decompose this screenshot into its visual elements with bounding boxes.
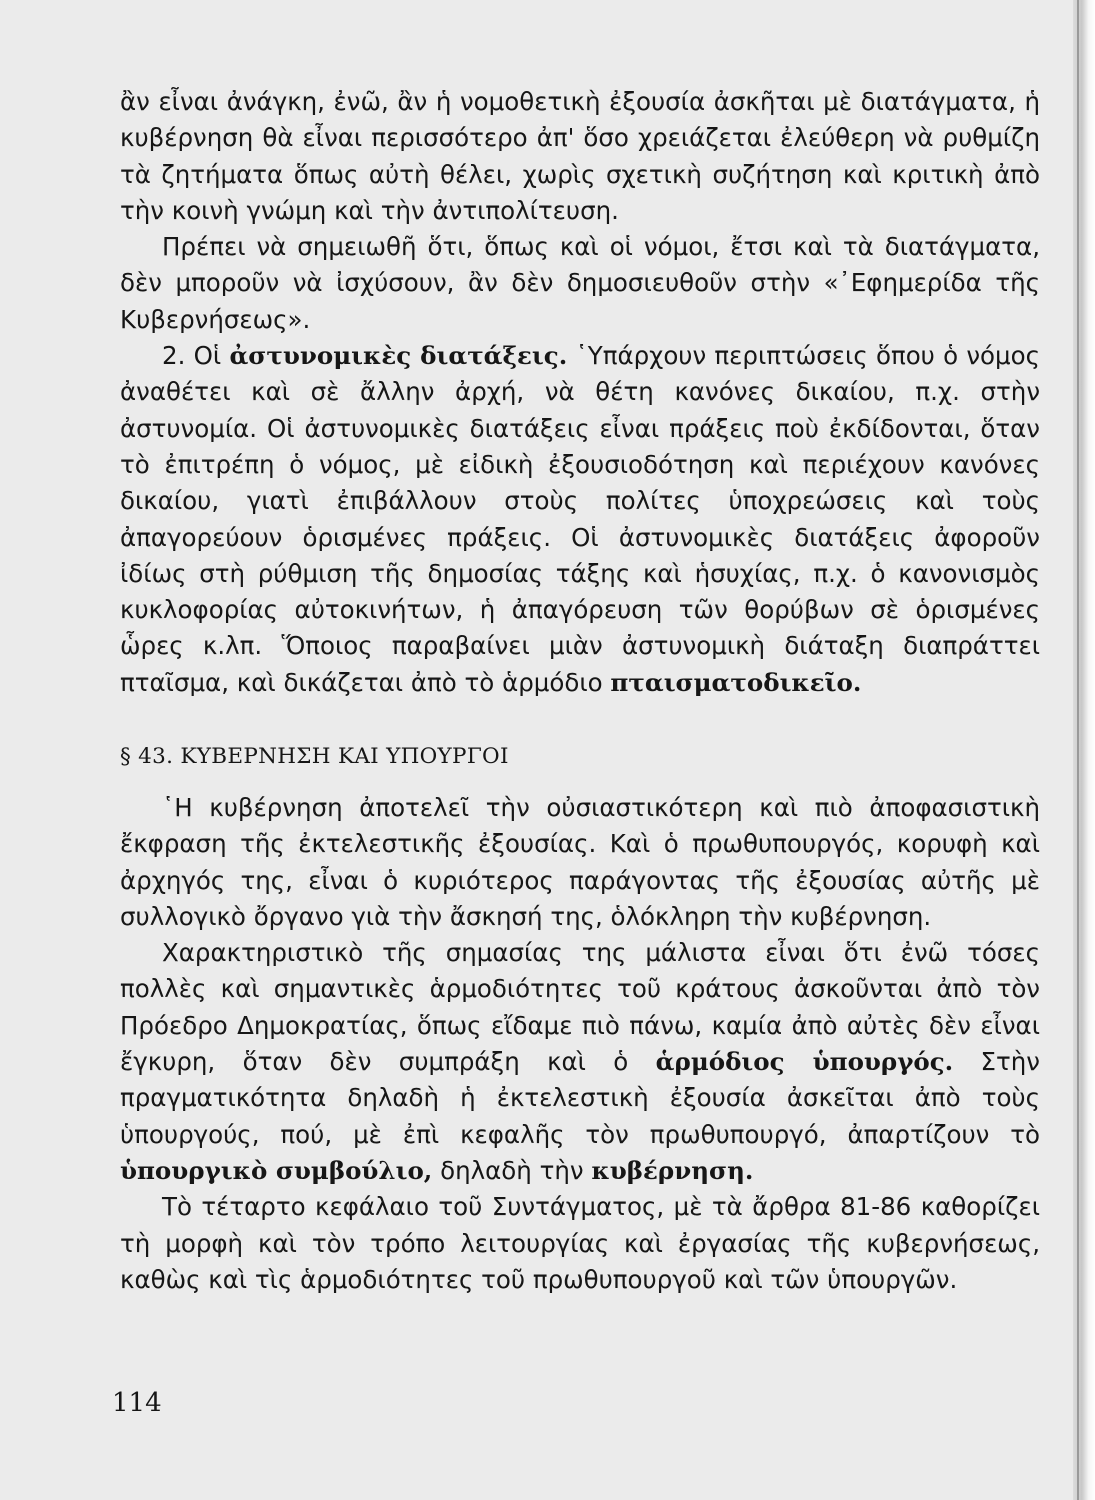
paragraph-text: Χαρακτηριστικὸ τῆς σημασίας της μάλιστα εἶναι ὅτι ἐνῶ τόσες πολλὲς καὶ σημαντικὲς ἁρμοδιότητες τοῦ κράτους ἀσκοῦνται ἀπὸ τὸν Πρόεδρο Δημοκρατίας, ὅπως εἴδαμε πιὸ πάνω, καμία ἀπὸ αὐτὲς δὲν εἶναι ἔγκυρη, ὅταν δὲν συμπράξη καὶ ὁ — [120, 938, 1040, 1077]
paragraph-text: ῾Υπάρχουν περιπτώσεις ὅπου ὁ νόμος ἀναθέτει καὶ σὲ ἄλλην ἀρχή, νὰ θέτη κανόνες δικαίου, π.χ. στὴν ἀστυνομία. Οἱ ἀστυνομικὲς διατάξεις εἶναι πράξεις ποὺ ἐκδίδονται, ὅταν τὸ ἐπιτρέπη ὁ νόμος, μὲ εἰδικὴ ἐξουσιοδότηση καὶ περιέχουν κανόνες δικαίου, γιατὶ ἐπιβάλλουν στοὺς πολίτες ὑποχρεώσεις καὶ τοὺς ἀπαγορεύουν ὁρισμένες πράξεις. Οἱ ἀστυνομικὲς διατάξεις ἀφοροῦν ἰδίως στὴ ρύθμιση τῆς δημοσίας τάξης καὶ ἡσυχίας, π.χ. ὁ κανονισμὸς κυκλοφορίας αὐτοκινήτων, ἡ ἀπαγόρευση τῶν θορύβων σὲ ὁρισμένες ὧρες κ.λπ. Ὅποιος παραβαίνει μιὰν ἀστυνομικὴ διάταξη διαπράττει πταῖσμα, καὶ δικάζεται ἀπὸ τὸ ἁρμόδιο — [120, 341, 1040, 697]
paragraph: Πρέπει νὰ σημειωθῆ ὅτι, ὅπως καὶ οἱ νόμοι, ἔτσι καὶ τὰ διατάγματα, δὲν μποροῦν νὰ ἰσχύσουν, ἂν δὲν δημοσιευθοῦν στὴν «᾽Εφημερίδα τῆς Κυβερνήσεως». — [120, 232, 1040, 334]
text-block-lower — [120, 790, 1040, 1298]
paragraph: Τὸ τέταρτο κεφάλαιο τοῦ Συντάγματος, μὲ τὰ ἄρθρα 81-86 καθορίζει τὴ μορφὴ καὶ τὸν τρόπο λειτουργίας καὶ ἐργασίας τῆς κυβερνήσεως, καθὼς καὶ τὶς ἁρμοδιότητες τοῦ πρωθυπουργοῦ καὶ τῶν ὑπουργῶν. — [120, 1192, 1040, 1294]
paragraph: ῾Η κυβέρνηση ἀποτελεῖ τὴν οὐσιαστικότερη καὶ πιὸ ἀποφασιστικὴ ἔκφραση τῆς ἐκτελεστικῆς ἐξουσίας. Καὶ ὁ πρωθυπουργός, κορυφὴ καὶ ἀρχηγός της, εἶναι ὁ κυριότερος παράγοντας τῆς ἐξουσίας αὐτῆς μὲ συλλογικὸ ὄργανο γιὰ τὴν ἄσκησή της, ὁλόκληρη τὴν κυβέρνηση. — [120, 793, 1040, 931]
page-number: 114 — [112, 1388, 162, 1418]
paragraph-text: δηλαδὴ τὴν — [440, 1155, 584, 1185]
text-block-upper — [120, 84, 1040, 701]
bold-term: ἀστυνομικὲς διατάξεις. — [229, 341, 568, 371]
paragraph-number: 2. Οἱ — [162, 341, 222, 371]
bold-term: πταισματοδικεῖο. — [610, 667, 862, 697]
bold-term: κυβέρνηση. — [591, 1155, 754, 1185]
section-heading: § 43. ΚΥΒΕΡΝΗΣΗ ΚΑΙ ΥΠΟΥΡΓΟΙ — [120, 744, 509, 769]
paragraph-police-ordinances — [120, 338, 1040, 701]
bold-term: ὑπουργικὸ συμβούλιο, — [120, 1155, 433, 1185]
paragraph — [120, 935, 1040, 1189]
paragraph: ἂν εἶναι ἀνάγκη, ἐνῶ, ἂν ἡ νομοθετικὴ ἐξουσία ἀσκῆται μὲ διατάγματα, ἡ κυβέρνηση θὰ εἶναι περισσότερο ἀπ' ὅσο χρειάζεται ἐλεύθερη νὰ ρυθμίζη τὰ ζητήματα ὅπως αὐτὴ θέλει, χωρὶς σχετικὴ συζήτηση καὶ κριτικὴ ἀπὸ τὴν κοινὴ γνώμη καὶ τὴν ἀντιπολίτευση. — [120, 87, 1040, 225]
paragraph-text: Στὴν πραγματικότητα δηλαδὴ ἡ ἐκτελεστικὴ ἐξουσία ἀσκεῖται ἀπὸ τοὺς ὑπουργούς, πού, μὲ ἐπὶ κεφαλῆς τὸν πρωθυπουργό, ἀπαρτίζουν τὸ — [120, 1047, 1040, 1149]
bold-term: ἁρμόδιος ὑπουργός. — [655, 1047, 954, 1077]
page-edge — [1073, 0, 1095, 1500]
